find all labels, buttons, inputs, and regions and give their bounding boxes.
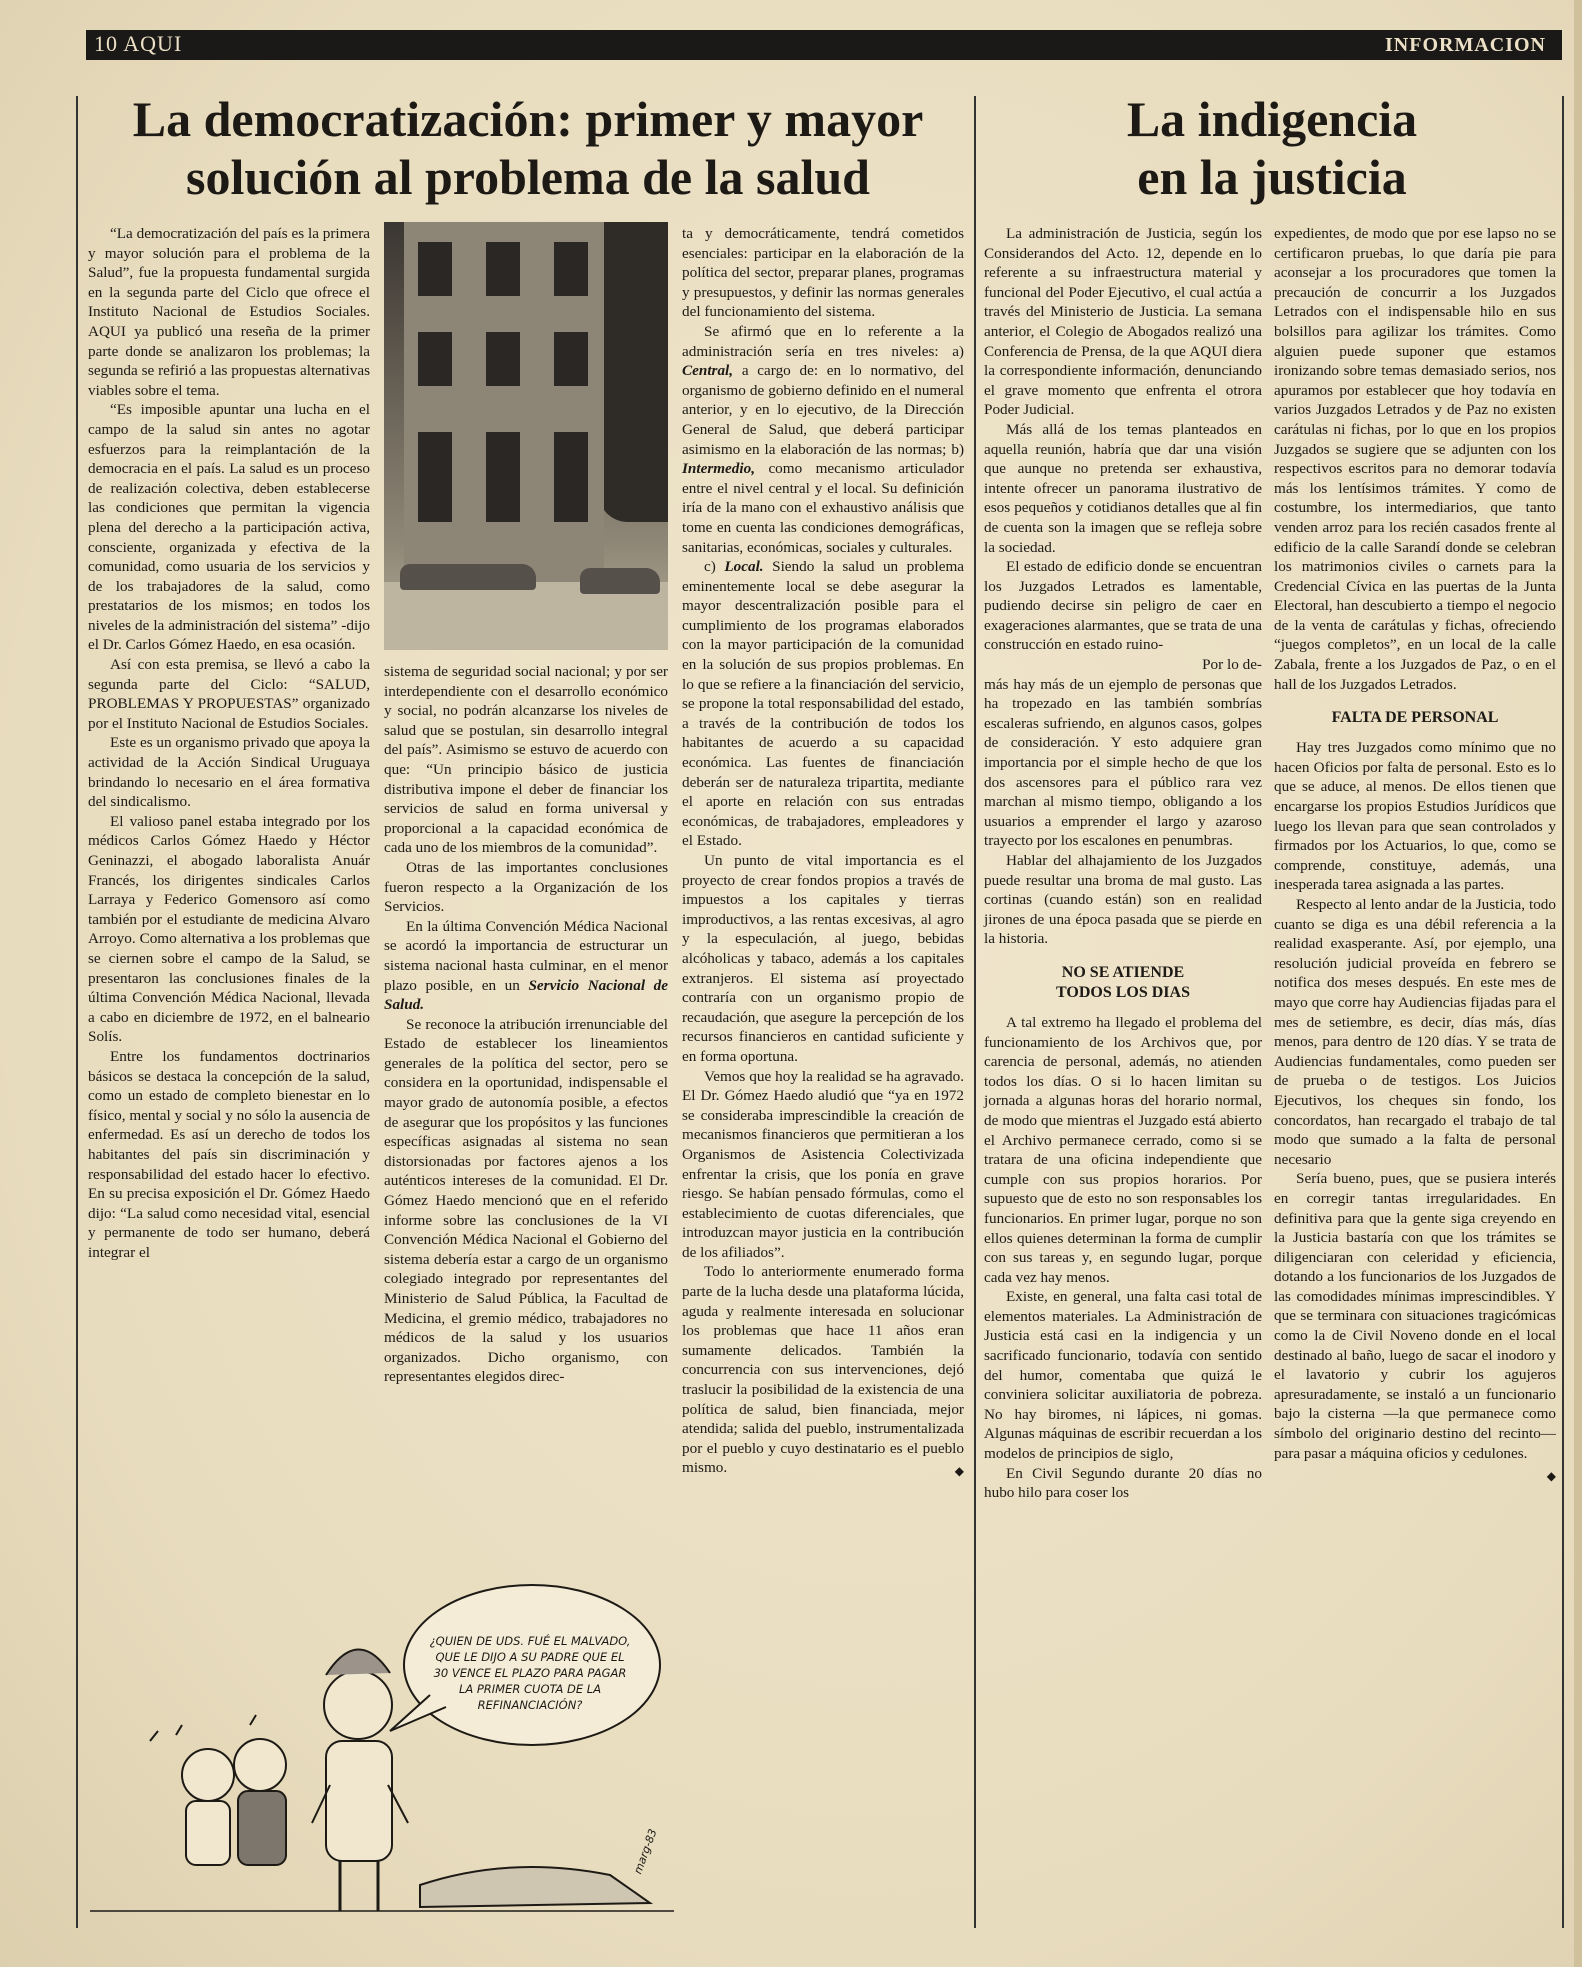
photo-door (486, 432, 520, 522)
photo-window (418, 242, 452, 296)
emphasis: Central, (682, 362, 734, 380)
paragraph (682, 557, 964, 851)
paragraph: Por lo de- (1202, 656, 1262, 674)
end-mark: ◆ (1546, 1469, 1556, 1484)
photo-window (486, 332, 520, 386)
justice-column-1 (984, 224, 1262, 1503)
column-rule-left (76, 96, 78, 1928)
column-rule-middle (974, 96, 976, 1928)
column-rule-right (1562, 96, 1564, 1928)
subheading (984, 963, 1262, 1003)
photo-car (580, 568, 660, 594)
paragraph: Más allá de los temas planteados en aquella reunión, habría que dar una visión que aunque no pretenda ser exhaustiva, intente ofrecer un panorama ilustrativo de esos pequeños y cotidianos detalles que al fin de cuenta son la imagen que se refleja sobre la sociedad. (984, 420, 1262, 556)
paragraph (384, 917, 668, 1015)
health-column-3 (682, 224, 964, 1482)
headline-line-2: en la justicia (1137, 149, 1407, 205)
text-run: como mecanismo articulador entre el nivel central y el local. Su definición iría de la mano con el exhaustivo análisis que tome en cuenta las condiciones demográficas, sanitarias, económicas, sociales y culturales. (682, 460, 964, 556)
headline-line-1: La democratización: primer y mayor (132, 91, 924, 147)
page-number: 10 AQUI (94, 31, 183, 56)
cartoon (90, 1555, 674, 1927)
health-column-1 (88, 224, 370, 1262)
photo-window (486, 242, 520, 296)
subheading: FALTA DE PERSONAL (1331, 709, 1499, 727)
paragraph: Vemos que hoy la realidad se ha agravado. El Dr. Gómez Haedo aludió que “ya en 1972 se consideraba imprescindible la creación de mecanismos financieros que permitieran a los Organismos de Asistencia Colectivizada enfrentar la crisis, que los ponía en grave riesgo. Se habían pensado fórmulas, como el establecimiento de cuotas diferenciales, que introduzcan mayor justicia en la contribución de los afiliados”. (682, 1067, 964, 1261)
subheading-line: NO SE ATIENDE (1061, 963, 1185, 981)
photo-building (404, 222, 604, 582)
photo-window (554, 432, 588, 522)
paragraph: sistema de seguridad social nacional; y por ser interdependiente con el desarrollo económico y social, no podrán alcanzarse los niveles de salud que se postulan, sin desarrollo integral del país”. Asimismo se estuvo de acuerdo con que: “Un principio básico de justicia distributiva impone el deber de financiar los servicios de salud en forma universal y proporcional a la capacidad económica de cada uno de los miembros de la comunidad”. (384, 663, 668, 857)
paragraph: “La democratización del país es la primera y mayor solución para el problema de la Salud”, fue la propuesta fundamental surgida en la segunda parte del Ciclo que ofrece el Instituto Nacional de Estudios Sociales. AQUI ya publicó una reseña de la primer parte donde se analizaron los problemas; la segunda se refirió a las propuestas alternativas viables sobre el tema. (88, 225, 370, 399)
emphasis: Intermedio, (682, 460, 755, 478)
paragraph: El valioso panel estaba integrado por los médicos Carlos Gómez Haedo y Héctor Geninazzi, el abogado laboralista Anuár Francés, los dirigentes sindicales Carlos Larraya y Federico Gomensoro así como también por el estudiante de medicina Alvaro Arroyo. Como alternativa a los problemas que se ciernen sobre el campo de la Salud, se presentaron las conclusiones finales de la última Convención Médica Nacional, llevada a cabo en diciembre de 1972, en el balneario Solís. (88, 812, 370, 1046)
paragraph: expedientes, de modo que por ese lapso no se certificaron pruebas, lo que daría pie para aconsejar a los procuradores que tomen la precaución de concurrir a los Juzgados Letrados con el indispensable hilo en sus bolsillos para agilizar los trámites. Como alguien puede suponer que estamos ironizando sobre temas demasiado serios, nos apuramos por establecer que hoy todavía en varios Juzgados Letrados y de Paz no existen carátulas ni fichas, por lo que en los propios Juzgados se sugiere que se adjunten con los respectivos escritos para no demorar todavía más los lentísimos trámites. Y como de costumbre, los intermediarios, que tanto venden arroz para los recién casados frente al edificio de la calle Sarandí donde se celebran los matrimonios civiles o carnets para la Credencial Cívica en las puertas de la Junta Electoral, han descubierto a tiempo el negocio de la venta de carátulas y fichas, ofreciendo “juegos completos”, en un local de la calle Zabala, frente a los Juzgados de Paz, o en el hall de los Juzgados Letrados. (1274, 225, 1556, 693)
paragraph: Existe, en general, una falta casi total de elementos materiales. La Administración de Justicia está casi en la indigencia y un sacrificado funcionario, todavía con sentido del humor, comentaba que quizá le conviniera solicitar auxiliatoria de pobreza. No hay biromes, ni lápices, ni gomas. Algunas máquinas de escribir recuerdan a los modelos de principios de siglo, (984, 1288, 1262, 1463)
emphasis: Local. (724, 558, 764, 576)
cartoon-drawing (90, 1555, 674, 1927)
paragraph (682, 322, 964, 557)
health-column-2 (384, 662, 668, 1387)
building-photo (384, 222, 668, 650)
text-run: c) (704, 558, 716, 576)
page-edge (1574, 0, 1582, 1967)
cartoon-signature: marg-83 (631, 1827, 660, 1876)
justice-column-2 (1274, 224, 1556, 1487)
paragraph: La administración de Justicia, según los Considerandos del Acto. 12, depende en lo referente a su infraestructura material y funcional del Poder Ejecutivo, el cual actúa a través del Ministerio de Justicia. La semana anterior, el Colegio de Abogados realizó una Conferencia de Prensa, de la que AQUI diera la correspondiente información, denunciando el grave momento que enfrenta el otrora Poder Judicial. (984, 225, 1262, 419)
headline-line-2: solución al problema de la salud (186, 149, 870, 205)
photo-window (418, 332, 452, 386)
paragraph: Entre los fundamentos doctrinarios básicos se destaca la concepción de la salud, como un estado de completo bienestar en lo físico, mental y social y no sólo la ausencia de enfermedad. Es así un derecho de todos los habitantes del país sin discriminación y responsabilidad del estado hacer lo efectivo. En su precisa exposición el Dr. Gómez Haedo dijo: “La salud como necesidad vital, esencial y permanente de todo ser humano, deberá integrar el (88, 1047, 370, 1261)
headline-line-1: La indigencia (1126, 91, 1418, 147)
photo-car (400, 564, 536, 590)
paragraph: Hay tres Juzgados como mínimo que no hacen Oficios por falta de personal. Esto es lo que se aduce, al menos. De ellos tienen que encargarse los propios Estudios Jurídicos que luego los llevan para que sean controlados y firmados por los Actuarios, lo que, como se comprende, constituye, además, una inesperada tarea asignada a las partes. (1274, 739, 1556, 894)
paragraph: A tal extremo ha llegado el problema del funcionamiento de los Archivos que, por carencia de personal, además, no atienden todos los días. O si lo hacen limitan su jornada a algunas horas del horario normal, de modo que mientras el Juzgado está abierto el Archivo permanece cerrado, como si se tratara de una oficina independiente que cumple con sus propios horarios. Por supuesto que de esto no son responsables los funcionarios. En primer lugar, porque no son ellos quienes determinan la forma de cumplir con sus tareas y, en segundo lugar, porque cada vez hay menos. (984, 1013, 1262, 1286)
subheading-line: TODOS LOS DIAS (1056, 983, 1190, 1001)
text-run: a cargo de: en lo normativo, del organismo de gobierno definido en el numeral anterior, y en lo ejecutivo, de la Dirección General de Salud, que deberá participar asimismo en la elaboración de las normas; b) (682, 362, 964, 458)
text-run: En la última Convención Médica Nacional se acordó la importancia de estructurar un sistema nacional hasta culminar, en el menor plazo posible, en un (384, 917, 668, 994)
section-label: INFORMACION (1385, 34, 1546, 56)
photo-window (554, 332, 588, 386)
paragraph: Un punto de vital importancia es el proyecto de crear fondos propios a través de impuestos a los capitales y tierras improductivos, a las rentas excesivas, al agro y la especulación, al juego, bebidas alcóholicas y tabaco, además a los capitales extranjeros. El sistema así proyectado contraría con un organismo propio de recaudación, que asegure la percepción de los recursos financieros en cantidad suficiente y en forma oportuna. (682, 852, 964, 1065)
text-run: Todo lo anteriormente enumerado forma parte de la lucha desde una plataforma lúcida, aguda y realmente interesada en solucionar los problemas que hace 11 años eran sumamente delicados. También la concurrencia con sus intervenciones, dejó traslucir la posibilidad de la existencia de una política de salud, bien financiada, mejor atendida; salida del pueblo, instrumentalizada por el pueblo y cuyo destinatario es el pueblo mismo. (682, 1263, 964, 1477)
paragraph (1274, 1169, 1556, 1484)
paragraph: Este es un organismo privado que apoya la actividad de la Acción Sindical Uruguaya brindando lo necesario en el área formativa del sindicalismo. (88, 734, 370, 811)
paragraph: Así con esta premisa, se llevó a cabo la segunda parte del Ciclo: “SALUD, PROBLEMAS Y PROPUESTAS” organizado por el Instituto Nacional de Estudios Sociales. (88, 656, 370, 732)
paragraph: El estado de edificio donde se encuentran los Juzgados Letrados es lamentable, pudiendo decirse sin peligro de caer en exageraciones alarmantes, que se trata de una construcción en estado ruino- (984, 558, 1262, 654)
paragraph: más hay más de un ejemplo de personas que ha tropezado en las también sombrías escaleras sufriendo, en algunos casos, golpes de consideración. Y esto adquiere gran importancia por el simple hecho de que los dos ascensores para el público rara vez marchan al mismo tiempo, obligando a los usuarios a emprender el largo y azaroso trayecto por los escalones en penumbras. (984, 675, 1262, 850)
article-justice-headline (982, 90, 1562, 206)
paragraph: “Es imposible apuntar una lucha en el campo de la salud sin antes no agotar esfuerzos para la reimplantación de la democracia en el país. La salud es un proceso de realización colectiva, deben establecerse las condiciones que permitan la vigencia plena del derecho a la participación activa, consciente, organizada y efectiva de la comunidad, como usuaria de los servicios y de los trabajadores de la salud, como prestatarios de los mismos; en todos los niveles de la administración del sistema” -dijo el Dr. Carlos Gómez Haedo, en esa ocasión. (88, 401, 370, 654)
paragraph: Otras de las importantes conclusiones fueron respecto a la Organización de los Servicios. (384, 858, 668, 916)
paragraph: Se reconoce la atribución irrenunciable del Estado de establecer los lineamientos generales de la política del sector, pero se considera en la oportunidad, indispensable el mayor grado de autonomía posible, a efectos de asegurar que los propósitos y las funciones específicas asignadas al sistema no sean distorsionadas por factores ajenos a los auténticos intereses de la comunidad. El Dr. Gómez Haedo mencionó que en el referido informe sobre las conclusiones de la VI Convención Médica Nacional el Gobierno del sistema debería estar a cargo de un organismo colegiado integrado por representantes del Ministerio de Salud Pública, la Facultad de Medicina, el gremio médico, trabajadores no médicos de la salud y los usuarios organizados. Dicho organismo, con representantes elegidos direc- (384, 1015, 668, 1386)
masthead-bar (86, 30, 1562, 60)
paragraph: Respecto al lento andar de la Justicia, todo cuanto se diga es una débil referencia a la realidad exasperante. Así, por ejemplo, una resolución judicial proveída en febrero se notifica dos meses después. En este mes de mayo que corre hay Audiencias fijadas para el mes de setiembre, es decir, días más, días menos, para dentro de 120 días. Y se trata de Audiencias fundamentales, como pueden ser de prueba o de testigos. Los Juicios Ejecutivos, los cheques sin fondo, los concordatos, han recargado el trabajo de tal modo que sumado a la falta de personal necesario (1274, 896, 1556, 1168)
photo-window (554, 242, 588, 296)
photo-tree (598, 222, 668, 522)
text-run: Siendo la salud un problema eminentemente local se debe asegurar la mayor descentralización posible para el cumplimiento de los programas elaborados con la mayor participación de la comunidad en la solución de sus propios problemas. En lo que se refiere a la financiación del servicio, se propone la total responsabilidad del estado, a través de la contribución de todos los habitantes de acuerdo a su capacidad económica. Las fuentes de financiación deberán ser de naturaleza tripartita, mediante el aporte en relación con sus entradas económicas, de trabajadores, empleadores y el Estado. (682, 558, 965, 850)
photo-window (418, 432, 452, 522)
text-run: Se afirmó que en lo referente a la administración sería en tres niveles: a) (682, 322, 964, 360)
cartoon-speech-bubble: ¿QUIEN DE UDS. FUÉ EL MALVADO, QUE LE DIJO A SU PADRE QUE EL 30 VENCE EL PLAZO PARA PAGAR LA PRIMER CUOTA DE LA REFINANCIACIÓN? (429, 1634, 631, 1712)
paragraph: Hablar del alhajamiento de los Juzgados puede resultar una broma de mal gusto. Las cortinas (cuando están) son en realidad jirones de una época pasada que se pierde en la historia. (984, 852, 1262, 948)
article-health-headline (88, 90, 968, 206)
paragraph: ta y democráticamente, tendrá cometidos esenciales: participar en la elaboración de la política del sector, preparar planes, programas y presupuestos, y definir las normas generales del funcionamiento del sistema. (682, 225, 964, 321)
emphasis: Servicio Nacional de Salud. (384, 976, 669, 1014)
text-run: Sería bueno, pues, que se pusiera interés en corregir tantas irregularidades. En definitiva para que la gente siga creyendo en la Justicia bastaría con que los trámites se diligenciaran con celeridad y eficiencia, dotando a los funcionarios de los Juzgados de las comodidades mínimas imprescindibles. Y que se terminara con situaciones tragicómicas como la de Civil Noveno donde en el local destinado al baño, luego de sacar el inodoro y el lavatorio y cubrir los agujeros apresuradamente, se instaló a un funcionario bajo la cisterna —la que permanece como símbolo del originario destino del recinto— para pasar a máquina oficios y cedulones. (1274, 1170, 1556, 1462)
end-mark: ◆ (954, 1464, 964, 1479)
paragraph (682, 1262, 964, 1478)
paragraph: En Civil Segundo durante 20 días no hubo hilo para coser los (984, 1464, 1262, 1502)
